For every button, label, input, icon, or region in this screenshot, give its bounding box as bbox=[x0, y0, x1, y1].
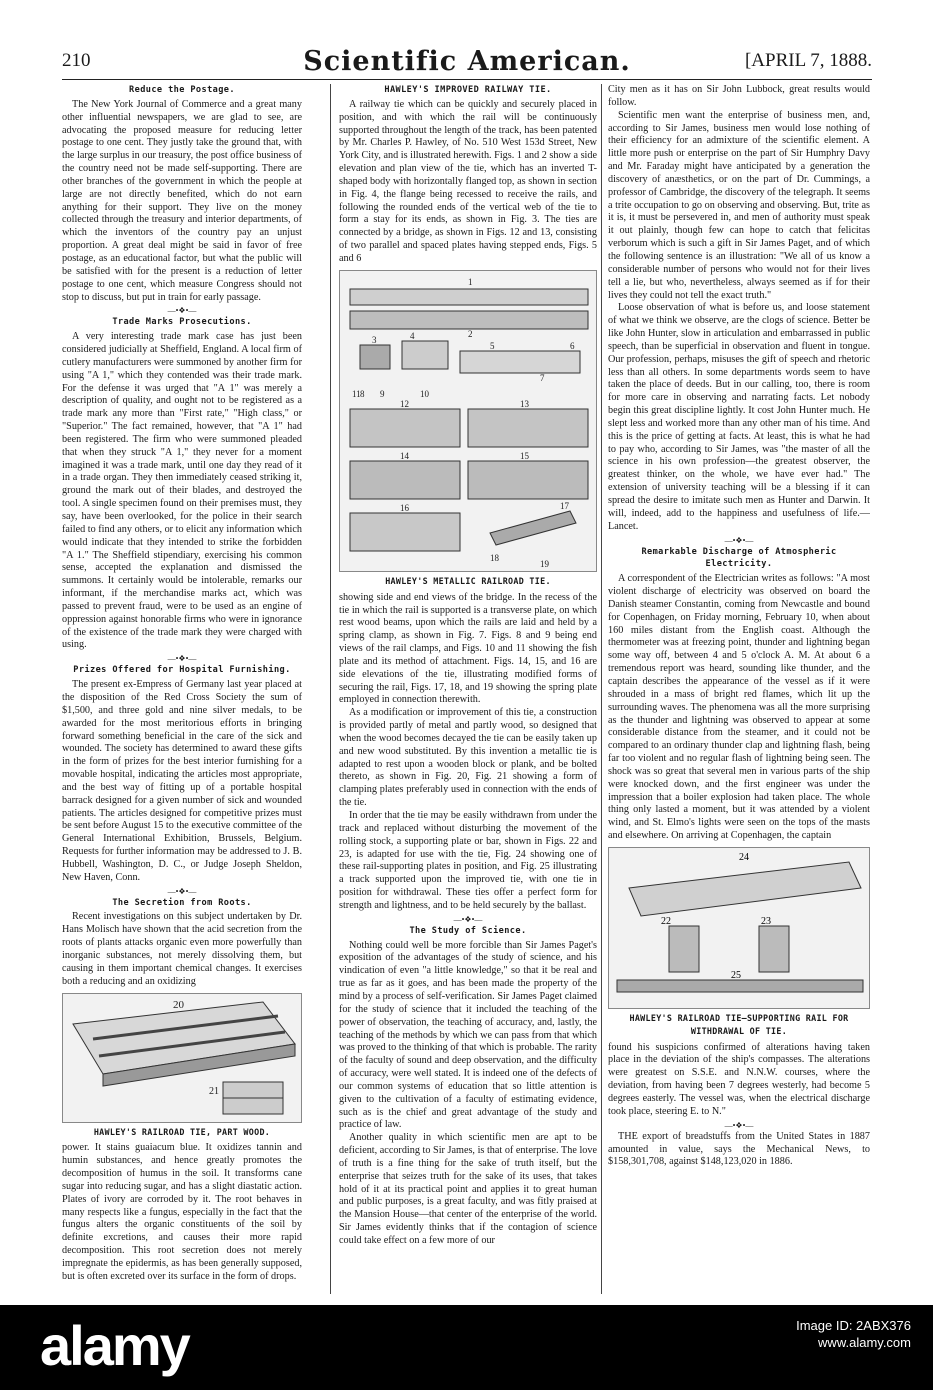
heading-reduce-postage: Reduce the Postage. bbox=[129, 85, 235, 95]
paragraph: found his suspicions confirmed of alterations having taken place in the deviation of the ship's compasses. The alterations were greatest on S.S.E. and N.N.W. courses, where the deviation, from having been 7 degrees westerly, had become 5 degrees easterly. The vessel was, when the electrical discharge took place, steering E. to N." bbox=[608, 1041, 870, 1117]
heading-hawley-tie: HAWLEY'S IMPROVED RAILWAY TIE. bbox=[384, 85, 552, 95]
fig-label: 23 bbox=[761, 915, 771, 927]
fig-label-8: 8 bbox=[360, 388, 365, 399]
watermark-url: www.alamy.com bbox=[818, 1335, 911, 1350]
ornament-divider: —•❖•— bbox=[724, 535, 754, 545]
masthead: Scientific American. bbox=[303, 46, 631, 77]
fig-label-11: 11 bbox=[352, 388, 361, 399]
paragraph: showing side and end views of the bridge. In the recess of the tie in which the rail is supported is a transverse plate, on which rest wood beams, upon which the rails are laid and held by a spring clamp, as shown in Fig. 7. Figs. 8 and 9 being end views of the rail clamps, and Figs. 10 and 11 showing the fish plate and its method of attachment. Figs. 14, 15, and 16 are side elevations of the tie, illustrating modified forms of securing the rail, Figs. 17, 18, and 19 showing the spring plate employed in connection therewith. bbox=[339, 591, 597, 706]
ornament-divider: —•❖•— bbox=[167, 306, 197, 316]
paragraph: In order that the tie may be easily withdrawn from under the track and replaced without disturbing the movement of the rolling stock, a supporting plate or bar, shown in Figs. 22 and 23, is adapted for use with the tie, Fig. 24 showing one of these rail-supporting plates in position, and Fig. 25 illustrating a track supported upon the improved tie, with one tie in position for withdrawal. These ties offer a perfect form for strength and lightness, and to be held securely by the ballast. bbox=[339, 810, 597, 911]
ornament-divider: —•❖•— bbox=[167, 886, 197, 896]
fig-label-17: 17 bbox=[560, 500, 569, 511]
paragraph: Scientific men want the enterprise of business men, and, according to Sir James, business men would lose nothing of their efficiency for an admixture of the scientific element. A little more push or enterprise on the part of Sir Humphry Davy and Mr. Faraday might have anticipated by a generation the discovery of anæsthetics, or on the part of Dr. Cummings, a professor of Cambridge, the discovery of the telegraph. It seems a trite occupation to go on observing and observing. But, trite as it is, it must be persevered in, and men of authority must speak it out plainly, though few can hope to catch that felicitas verborum which is such a gift in Sir James Paget, and of which the following sentence is an illustration: "We all of us know a considerable number of persons who would not for their lives tell a lie, but who, nevertheless, always seemed as if for their lives they could not tell the exact truth." bbox=[608, 109, 870, 301]
column-divider bbox=[330, 84, 331, 1294]
fig-label-20: 20 bbox=[173, 998, 184, 1011]
fig-label-4: 4 bbox=[410, 330, 415, 341]
fig-label-10: 10 bbox=[420, 388, 429, 399]
figure-caption: HAWLEY'S RAILROAD TIE, PART WOOD. bbox=[93, 1126, 271, 1137]
fig-label-1: 1 bbox=[468, 276, 473, 287]
watermark-logo: alamy bbox=[40, 1314, 189, 1377]
ornament-divider: —•❖•— bbox=[167, 654, 197, 664]
paragraph: The present ex-Empress of Germany last year placed at the disposition of the Red Cross Society the sum of $1,500, and three gold and nine silver medals, to be awarded for the most meritorious efforts in bringing forward something beneficial in the care of the sick and wounded. The society has determined to award these gifts in the form of prizes for the best interior furnishing for a movable hospital, indicating the articles most appropriate, and the best way of fitting up of a portable hospital barrack designed for a given number of sick and wounded patients. The articles designed for competitive prizes must be sent before August 15 to the executive committee of the General International Exhibition, Brussels, Belgium. Requests for further information may be addressed to J. B. Hubbell, Washington, D. C., or Judge Joseph Sheldon, New Haven, Conn. bbox=[62, 679, 302, 883]
metallic-tie-illustration bbox=[340, 271, 597, 571]
heading-atmospheric-electricity: Remarkable Discharge of Atmospheric Electricity. bbox=[641, 546, 837, 570]
fig-label-2: 2 bbox=[468, 328, 473, 339]
paragraph: Another quality in which scientific men are apt to be deficient, according to Sir James, is that of enterprise. The love of truth is a fine thing for the sake of truth itself, but the enterprise that seizes truth for the sake of its uses, that takes hold of it at its practical point and applies it to great human and public purposes, is a great faculty, and was fitly praised at the Mansion House—that center of the enterprise of the world. Sir James evidently thinks that if the contagion of science could take effect on a few more of our bbox=[339, 1132, 597, 1246]
paragraph: A correspondent of the Electrician writes as follows: "A most violent discharge of electricity was observed on board the Danish steamer Constantin, coming from Newcastle and bound for Copenhagen, on Friday morning, February 10, when about 160 miles distant from the English coast. Although the thermometer was at freezing point, thunder and lightning began some way off, between 4 and 5 o'clock A. M. At about 6 a tremendous report was heard, sounding like thunder, and the captain describes the appearance of the vessel as if it were shrouded in a mass of bright red flames, which lit up the surrounding waves. The phenomena was all the more surprising as the thunder and lightning was observed to appear at some considerable distance from the steamer, and it could not be compared to an ordinary thunder clap and lightning flash, being far too violent and no regular flash of lightning being seen. The shock was so great that several men in various parts of the ship were knocked down, and the first engineer was under the impression that a boiler explosion had taken place. The whole thing only lasted a moment, but it was attended by a violent wind, and St. Elmo's lights were seen on the tops of the masts and elsewhere. On arriving at Copenhagen, the captain bbox=[608, 573, 870, 842]
fig-label-16: 16 bbox=[400, 502, 409, 513]
column-1 bbox=[62, 84, 302, 1284]
paragraph: The New York Journal of Commerce and a great many other influential newspapers, we are glad to see, are advocating the proposed measure for reducing letter postage to one cent. They justly take the ground that, with the large surplus in our treasury, the post office business of the country need not be made self-supporting. There are other branches of the government in which the people at large are not directly benefited, which do not earn anything for their support. They live on the money collected through the treasury and interior departments, of which the inventors of the country pay an unjust proportion. A great deal might be said in favor of free postage, as an educational factor, but what the public will be satisfied with for the present is a reduction of letter postage to one cent, which measure Congress should not stop to discuss, but put in train for early passage. bbox=[62, 98, 302, 303]
header-rule bbox=[62, 79, 872, 80]
fig-label-14: 14 bbox=[400, 450, 409, 461]
ornament-divider: —•❖•— bbox=[724, 1120, 754, 1130]
heading-prizes: Prizes Offered for Hospital Furnishing. bbox=[73, 665, 291, 676]
paragraph: THE export of breadstuffs from the United States in 1887 amounted in value, says the Mechanical News, to $158,301,708, against $148,123,020 in 1886. bbox=[608, 1130, 870, 1168]
fig-label-15: 15 bbox=[520, 450, 529, 461]
fig-label-3: 3 bbox=[372, 334, 377, 345]
figure-supporting-rail bbox=[608, 847, 870, 1009]
figure-caption: HAWLEY'S METALLIC RAILROAD TIE. bbox=[385, 575, 551, 586]
paragraph: As a modification or improvement of this tie, a construction is provided partly of metal and partly wood, so designed that when the wood becomes decayed the tie can be easily taken up and new wood substituted. By this invention a metallic tie is adapted to rest upon a wooden block or plank, and be bolted thereto, as shown in Fig. 20, Fig. 21 showing a form of clamping plates preferably used in connection with the ends of the tie. bbox=[339, 707, 597, 809]
fig-label-6: 6 bbox=[570, 340, 575, 351]
figure-railroad-tie-wood bbox=[62, 993, 302, 1123]
heading-roots: The Secretion from Roots. bbox=[112, 897, 252, 908]
watermark-id bbox=[796, 1317, 911, 1351]
figure-metallic-railroad-tie bbox=[339, 270, 597, 572]
page-header bbox=[62, 46, 872, 78]
paragraph: A railway tie which can be quickly and securely placed in position, and with which the rail will be continuously supported throughout the length of the track, has been patented by Mr. Charles P. Hawley, of No. 510 West 153d Street, New York City, and is illustrated herewith. Figs. 1 and 2 show a side elevation and plan view of the tie, which has an inverted T-shaped body with horizontally flanged top, as shown in section in Fig. 4, the flange being recessed to receive the rails, and following the rounded ends of the vertical web of the tie to form a stay for its ends, as shown in Fig. 3. The ties are connected by a bridge, as shown in Figs. 12 and 13, consisting of two parallel and spaced plates having stepped ends, Figs. 5 and 6 bbox=[339, 98, 597, 264]
paragraph: Nothing could well be more forcible than Sir James Paget's exposition of the advantages of the study of science, and his vindication of even "a little knowledge," so that it be real and true as far as it goes, and has been made the property of the mind by a process of self-verification. Sir James Paget claimed for the study of science that it included the teaching of the power of observation, the teaching of accuracy, and, lastly, the teaching of the methods by which we can pass from that which was proved to the thinking of that which is probable. The rarity of the faculty of sound and deep observation, and the difficulty of accuracy, were well stated. It is indeed one of the defects of our common systems of education that so little attention is given to the cultivation of a faculty of estimating evidence, such as is the chief and great advantage of the study and practice of law. bbox=[339, 939, 597, 1131]
heading-trade-marks: Trade Marks Prosecutions. bbox=[112, 317, 252, 328]
ornament-divider: —•❖•— bbox=[453, 914, 483, 924]
fig-label-7: 7 bbox=[540, 372, 545, 383]
fig-label-19: 19 bbox=[540, 558, 549, 569]
tie-wood-illustration bbox=[63, 994, 302, 1122]
image-id: Image ID: 2ABX376 bbox=[796, 1318, 911, 1333]
fig-label: 24 bbox=[739, 851, 749, 863]
fig-label-21: 21 bbox=[209, 1085, 219, 1097]
paragraph: City men as it has on Sir John Lubbock, great results would follow. bbox=[608, 84, 870, 108]
column-2 bbox=[339, 84, 597, 1248]
fig-label-12: 12 bbox=[400, 398, 409, 409]
fig-label: 22 bbox=[661, 915, 671, 927]
watermark-bar bbox=[0, 1305, 933, 1390]
column-3 bbox=[608, 84, 870, 1169]
fig-label-18: 18 bbox=[490, 552, 499, 563]
column-divider bbox=[601, 84, 602, 1294]
fig-label-5: 5 bbox=[490, 340, 495, 351]
paragraph: Recent investigations on this subject undertaken by Dr. Hans Molisch have shown that the acid secretion from the roots of plants attacks organic even more powerfully than inorganic substances, not merely dissolving them, but causing in them important chemical changes. It exercises both a reducing and an oxidizing bbox=[62, 911, 302, 987]
paragraph: Loose observation of what is before us, and loose statement of what we think we observe, are the clogs of science. Better be like John Hunter, slow in articulation and embarrassed in public speech, than be superficial in observation and fluent in tongue. Our profession, perhaps, misuses the gift of speech and rhetoric less than all others. In some departments words seem to have taken the place of deeds. But in our calling, too, there is room for more care in observing and narrating facts. Let nobody begin this great discipline lightly. It cost John Hunter much. He slept less and worked more than any other man of his time. And this is the price of getting at facts. At least, this is what he had to pay who, according to Sir James, was "the master of all the science in his own profession—the greatest observer, the greatest thinker, on the whole, we have ever had." The extension of university teaching will be a blessing if it can spread the desire to imitate such men as Hunter and Darwin. It will, indeed, add to the happiness and usefulness of life.—Lancet. bbox=[608, 302, 870, 532]
supporting-rail-illustration bbox=[609, 848, 870, 1008]
fig-label-13: 13 bbox=[520, 398, 529, 409]
issue-date: [APRIL 7, 1888. bbox=[744, 50, 872, 71]
heading-study-science: The Study of Science. bbox=[409, 925, 527, 936]
figure-caption: HAWLEY'S RAILROAD TIE—SUPPORTING RAIL FOR WITHDRAWAL OF TIE. bbox=[629, 1012, 849, 1036]
fig-label: 25 bbox=[731, 969, 741, 981]
fig-label-9: 9 bbox=[380, 388, 385, 399]
paragraph: A very interesting trade mark case has just been considered judicially at Sheffield, England. A local firm of cutlery manufacturers were summoned by another firm for using "A 1," which they contended was their trade mark. For the defense it was urged that "A 1" was merely a description of quality, and ought not to be registered as a trade mark any more than "First rate," "High class," or "Superior." The fact remained, however, that "A 1" had been registered. The firm who were summoned pleaded that when they struck "A 1," they never for a moment imagined it was a trade mark, until one day they read of it in a trade organ. They then immediately ceased striking it, ground the mark out of their blades, and destroyed the tool. A single specimen found on their premises must, they say, have been overlooked, for the police in their search failed to find any others, or to elicit any information which would indicate that they intended to strike the forbidden "A 1." The Sheffield stipendiary, exercising his common sense, accepted the explanation and dismissed the summons. It certainly would be intolerable, remarks our informant, if the merchandise marks act, which was passed to prevent fraud, were to be used as an engine of oppression against honorable firms who were in ignorance of the existence of the trade mark they were charged with using. bbox=[62, 331, 302, 651]
paragraph: power. It stains guaiacum blue. It oxidizes tannin and humin substances, and hence greatly promotes the decomposition of humus in the soil. It transforms cane sugar into reducing sugar, and has a slight diastatic action. Plates of ivory are corroded by it. The root behaves in many respects like a fungus, especially in the fact that the fungus alters the organic constituents of the soil by definite excretions, and causes their more rapid decomposition. This root secretion does not merely impregnate the epidermis, as has been generally supposed, but is often excreted over its surface in the form of drops. bbox=[62, 1142, 302, 1282]
page-number: 210 bbox=[62, 50, 91, 71]
